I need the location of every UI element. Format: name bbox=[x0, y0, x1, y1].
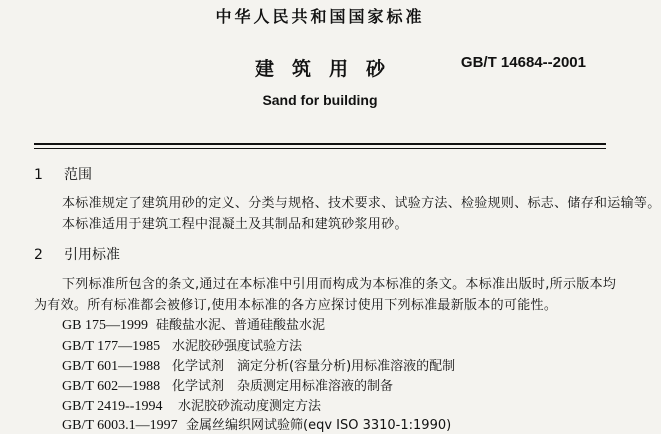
section-1-paragraph-2: 本标准适用于建筑工程中混凝土及其制品和建筑砂浆用砂。 bbox=[62, 217, 408, 232]
section-1-number: 1 bbox=[34, 167, 43, 183]
reference-item bbox=[62, 414, 451, 434]
header-rule-thin bbox=[34, 148, 606, 149]
reference-title: 化学试剂 滴定分析(容量分析)用标准溶液的配制 bbox=[172, 359, 456, 374]
reference-item bbox=[62, 395, 321, 415]
reference-item bbox=[62, 335, 302, 355]
document-title-en: Sand for building bbox=[262, 92, 378, 108]
reference-item bbox=[62, 314, 325, 334]
reference-item bbox=[62, 375, 393, 395]
reference-code: GB/T 6003.1—1997 bbox=[62, 418, 178, 433]
section-1-paragraph-1: 本标准规定了建筑用砂的定义、分类与规格、技术要求、试验方法、检验规则、标志、储存和运输等。 bbox=[62, 196, 661, 211]
section-2-paragraph-line-1: 下列标准所包含的条文,通过在本标准中引用而构成为本标准的条文。本标准出版时,所示版本均 bbox=[62, 277, 617, 292]
section-2-title: 引用标准 bbox=[64, 247, 120, 263]
national-standard-heading: 中华人民共和国国家标准 bbox=[215, 7, 425, 26]
section-2-heading bbox=[34, 244, 120, 264]
section-2-paragraph-line-2: 为有效。所有标准都会被修订,使用本标准的各方应探讨使用下列标准最新版本的可能性。 bbox=[34, 298, 558, 313]
section-1-title: 范围 bbox=[64, 167, 92, 183]
reference-title: 水泥胶砂流动度测定方法 bbox=[178, 399, 322, 414]
header-rule-thick bbox=[34, 143, 606, 145]
reference-code: GB/T 177—1985 bbox=[62, 339, 161, 354]
reference-title: 金属丝编织网试验筛(eqv ISO 3310-1:1990) bbox=[186, 418, 452, 433]
section-2-number: 2 bbox=[34, 247, 43, 263]
standard-code: GB/T 14684--2001 bbox=[460, 54, 586, 71]
reference-title: 水泥胶砂强度试验方法 bbox=[172, 339, 303, 354]
reference-title: 硅酸盐水泥、普通硅酸盐水泥 bbox=[156, 318, 326, 333]
reference-item bbox=[62, 355, 455, 375]
reference-code: GB/T 2419--1994 bbox=[62, 399, 163, 414]
reference-title: 化学试剂 杂质测定用标准溶液的制备 bbox=[172, 379, 394, 394]
section-1-heading bbox=[34, 164, 92, 184]
document-title-zh: 建筑用砂 bbox=[254, 58, 403, 80]
reference-code: GB/T 601—1988 bbox=[62, 359, 161, 374]
reference-code: GB 175—1999 bbox=[62, 318, 148, 333]
reference-code: GB/T 602—1988 bbox=[62, 379, 161, 394]
